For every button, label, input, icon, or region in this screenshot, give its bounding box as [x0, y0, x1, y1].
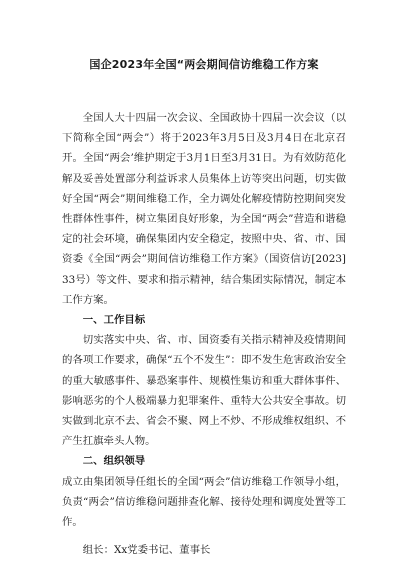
- intro-paragraph: 全国人大十四届一次会议、全国政协十四届一次会议（以下简称全国“两会”）将于2023年3月5日及3月4日在北京召开。全国“两会’维护期定于3月1日至3月31日。为有效防范化解及妥善处置部分利益诉求人员集体上访等突出问题，切实做好全国“两会”期间维稳工作，全力调处化解疫情防控期间突发性群体性事件，树立集团良好形象，为全国“两会”营造和谐稳定的社会环境，确保集团内安全稳定，按照中央、省、市、国资委《全国“两会”期间信访维稳工作方案》（国资信访[2023]33号）等文件、要求和指示精神，结合集团实际情况，制定本工作方案。: [62, 112, 346, 306]
- spacer: [62, 532, 346, 540]
- goals-paragraph: 切实落实中央、省、市、国资委有关指示精神及疫情期间的各项工作要求，确保“五个不发生”：即不发生危害政治安全的重大敏感事件、暴恐案事件、规模性集访和重大群体事件、影响恶劣的个人极端暴力犯罪案件、重特大公共安全事故。切实做到北京不去、省会不聚、网上不炒、不形成维权组织、不产生扛旗牵头人物。: [62, 334, 346, 448]
- section-heading-goals: 一、工作目标: [82, 314, 146, 327]
- leader-line: 组长：Xx党委书记、董事长: [82, 544, 211, 557]
- leadership-paragraph: 成立由集团领导任组长的全国“两会”信访维稳工作领导小组，负责“两会”信访维稳问题排查化解、接待处理和调度处置等工作。: [62, 475, 346, 529]
- section-heading-leadership: 二、组织领导: [82, 455, 146, 468]
- document-title: 国企2023年全国“两会期间信访维稳工作方案: [89, 58, 319, 71]
